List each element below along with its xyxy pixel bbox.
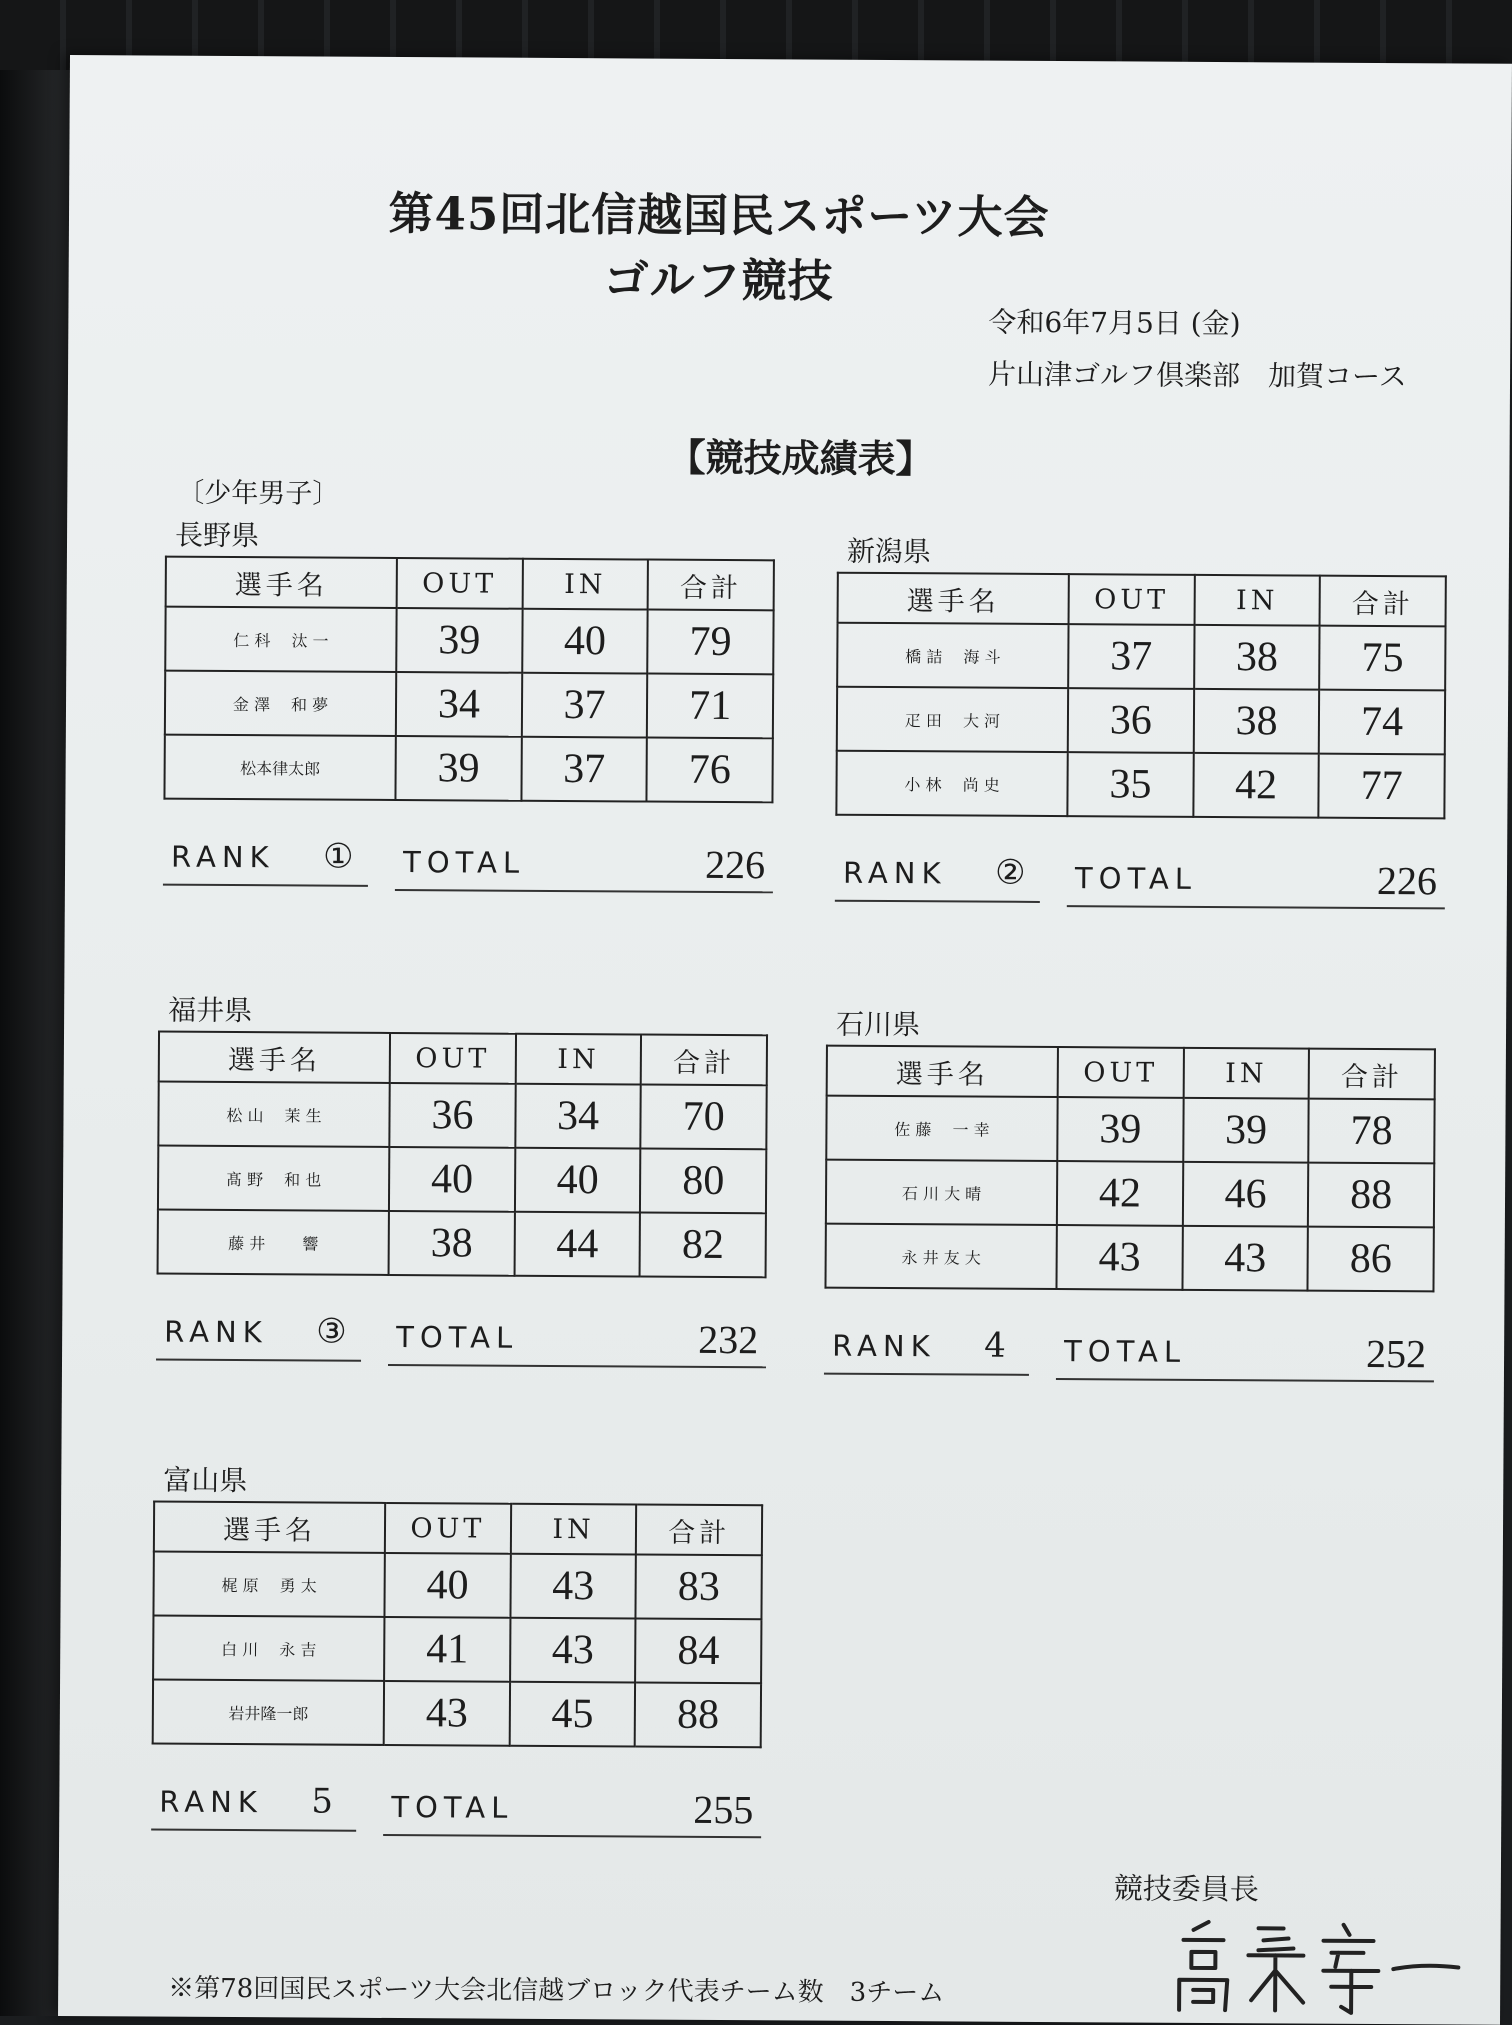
score-total: 82 bbox=[640, 1213, 766, 1278]
player-row bbox=[836, 751, 1444, 819]
score-out: 41 bbox=[384, 1617, 510, 1682]
score-table bbox=[157, 1031, 768, 1279]
rank-label: RANK bbox=[832, 1328, 936, 1364]
score-out: 39 bbox=[396, 608, 522, 673]
rank-value: 4 bbox=[984, 1325, 1006, 1366]
score-in: 37 bbox=[522, 673, 648, 738]
player-name: 梶 原 勇 太 bbox=[221, 1575, 317, 1596]
score-out: 40 bbox=[389, 1147, 515, 1212]
score-out: 43 bbox=[384, 1681, 510, 1746]
prefecture-label: 長野県 bbox=[174, 518, 260, 553]
prefecture-label: 福井県 bbox=[168, 993, 253, 1028]
header-total: 合計 bbox=[636, 1504, 762, 1555]
total-label: TOTAL bbox=[1063, 1334, 1187, 1369]
score-sheet bbox=[58, 55, 1512, 2025]
score-total: 80 bbox=[640, 1149, 766, 1214]
player-row bbox=[165, 671, 773, 739]
score-table bbox=[835, 572, 1446, 820]
total-value: 226 bbox=[1376, 857, 1438, 904]
page-title: 第45回北信越国民スポーツ大会ゴルフ競技 bbox=[388, 186, 1050, 308]
player-name: 白 川 永 吉 bbox=[221, 1639, 317, 1660]
score-table bbox=[163, 556, 774, 804]
total-label: TOTAL bbox=[396, 1320, 519, 1355]
event-venue: 片山津ゴルフ倶楽部 加賀コース bbox=[987, 357, 1407, 394]
header-total: 合計 bbox=[641, 1035, 767, 1086]
table-header bbox=[838, 573, 1446, 627]
team-block bbox=[163, 516, 775, 894]
team-block bbox=[824, 1005, 1436, 1383]
header-out: OUT bbox=[1058, 1047, 1184, 1098]
player-row bbox=[165, 607, 773, 675]
score-out: 36 bbox=[1068, 688, 1194, 753]
rank-label: RANK bbox=[171, 839, 275, 875]
score-total: 88 bbox=[635, 1682, 761, 1747]
score-table bbox=[824, 1045, 1435, 1293]
score-out: 39 bbox=[1057, 1097, 1183, 1162]
rank-value: ③ bbox=[316, 1311, 347, 1352]
player-row bbox=[153, 1680, 761, 1748]
score-out: 39 bbox=[395, 736, 521, 801]
score-out: 35 bbox=[1067, 752, 1193, 817]
player-row bbox=[158, 1210, 766, 1278]
team-block bbox=[151, 1461, 763, 1839]
chairman-signature bbox=[1163, 1910, 1464, 2022]
player-name: 藤 井 響 bbox=[228, 1233, 319, 1254]
header-name: 選手名 bbox=[166, 557, 397, 608]
total-label: TOTAL bbox=[1074, 861, 1198, 896]
rank-label: RANK bbox=[842, 855, 947, 891]
total-label: TOTAL bbox=[391, 1789, 514, 1825]
player-name: 松本律太郎 bbox=[240, 758, 321, 779]
player-name: 佐 藤 一 幸 bbox=[894, 1119, 990, 1140]
score-in: 40 bbox=[522, 609, 648, 674]
player-name: 石 川 大 晴 bbox=[901, 1183, 982, 1204]
player-row bbox=[158, 1146, 766, 1214]
rank-value: ① bbox=[322, 836, 354, 877]
score-in: 37 bbox=[521, 737, 647, 802]
score-out: 42 bbox=[1057, 1161, 1183, 1226]
sheet-subtitle: 【競技成績表】 bbox=[667, 434, 934, 482]
header-out: OUT bbox=[385, 1503, 511, 1554]
header-in: IN bbox=[1194, 575, 1320, 626]
score-out: 43 bbox=[1057, 1225, 1183, 1290]
total-value: 226 bbox=[704, 841, 766, 888]
score-in: 44 bbox=[514, 1212, 640, 1277]
player-name: 髙 野 和 也 bbox=[225, 1169, 322, 1190]
player-name: 金 澤 和 夢 bbox=[232, 694, 329, 715]
table-header bbox=[166, 557, 774, 611]
header-out: OUT bbox=[397, 558, 523, 609]
score-total: 78 bbox=[1309, 1099, 1435, 1164]
player-name: 橋 詰 海 斗 bbox=[905, 646, 1001, 667]
score-in: 45 bbox=[509, 1682, 635, 1747]
header-in: IN bbox=[516, 1034, 642, 1085]
score-total: 83 bbox=[636, 1554, 762, 1619]
header-name: 選手名 bbox=[159, 1032, 390, 1083]
score-in: 42 bbox=[1193, 753, 1319, 818]
header-in: IN bbox=[1183, 1048, 1309, 1099]
player-name: 松 山 茉 生 bbox=[226, 1105, 322, 1126]
score-total: 74 bbox=[1319, 690, 1445, 755]
score-total: 75 bbox=[1320, 626, 1446, 691]
event-date: 令和6年7月5日 (金) bbox=[988, 305, 1241, 341]
prefecture-label: 新潟県 bbox=[846, 534, 932, 569]
score-total: 88 bbox=[1308, 1163, 1434, 1228]
table-header bbox=[154, 1502, 762, 1556]
player-name: 永 井 友 大 bbox=[901, 1247, 981, 1268]
total-value: 255 bbox=[693, 1786, 754, 1833]
score-total: 77 bbox=[1319, 754, 1445, 819]
team-block bbox=[156, 991, 768, 1369]
score-table bbox=[152, 1501, 763, 1749]
score-in: 40 bbox=[515, 1148, 641, 1213]
team-block bbox=[835, 532, 1447, 910]
score-in: 46 bbox=[1183, 1162, 1309, 1227]
player-name: 疋 田 大 河 bbox=[904, 710, 1001, 731]
rank-total-line bbox=[835, 846, 1445, 910]
score-out: 38 bbox=[389, 1211, 515, 1276]
score-out: 34 bbox=[396, 672, 522, 737]
player-name: 仁 科 汰 一 bbox=[233, 630, 329, 651]
rank-label: RANK bbox=[159, 1784, 263, 1820]
header-out: OUT bbox=[1069, 574, 1195, 625]
rank-label: RANK bbox=[164, 1314, 268, 1350]
score-total: 76 bbox=[647, 738, 773, 803]
player-row bbox=[153, 1616, 761, 1684]
player-row bbox=[164, 735, 772, 803]
score-out: 40 bbox=[384, 1553, 510, 1618]
player-row bbox=[153, 1552, 761, 1620]
score-out: 36 bbox=[389, 1083, 515, 1148]
score-in: 43 bbox=[510, 1618, 636, 1683]
player-row bbox=[825, 1224, 1433, 1292]
prefecture-label: 富山県 bbox=[163, 1463, 248, 1498]
header-in: IN bbox=[511, 1504, 637, 1555]
score-total: 79 bbox=[648, 610, 774, 675]
rank-total-line bbox=[824, 1319, 1434, 1383]
header-name: 選手名 bbox=[827, 1046, 1058, 1097]
score-in: 38 bbox=[1194, 689, 1320, 754]
player-row bbox=[837, 687, 1445, 755]
header-in: IN bbox=[522, 559, 648, 610]
footnote: ※第78回国民スポーツ大会北信越ブロック代表チーム数 3チーム bbox=[168, 1973, 945, 2009]
player-row bbox=[826, 1160, 1434, 1228]
header-name: 選手名 bbox=[154, 1502, 385, 1553]
rank-total-line bbox=[151, 1775, 761, 1839]
score-total: 86 bbox=[1308, 1227, 1434, 1292]
player-row bbox=[158, 1082, 766, 1150]
category-label: 〔少年男子〕 bbox=[177, 477, 340, 510]
total-label: TOTAL bbox=[402, 845, 526, 880]
score-in: 43 bbox=[510, 1554, 636, 1619]
score-in: 34 bbox=[515, 1084, 641, 1149]
score-out: 37 bbox=[1068, 624, 1194, 689]
score-total: 84 bbox=[635, 1618, 761, 1683]
score-total: 70 bbox=[641, 1085, 767, 1150]
table-header bbox=[159, 1032, 767, 1086]
header-total: 合計 bbox=[1309, 1049, 1435, 1100]
header-name: 選手名 bbox=[838, 573, 1069, 624]
player-name: 小 林 尚 史 bbox=[904, 774, 1000, 795]
total-value: 252 bbox=[1365, 1330, 1427, 1377]
rank-total-line bbox=[163, 830, 773, 894]
score-in: 38 bbox=[1194, 625, 1320, 690]
rank-value: ② bbox=[994, 852, 1026, 893]
rank-value: 5 bbox=[311, 1781, 334, 1822]
header-out: OUT bbox=[390, 1033, 516, 1084]
prefecture-label: 石川県 bbox=[835, 1007, 921, 1042]
player-name: 岩井隆一郎 bbox=[228, 1703, 309, 1723]
score-in: 39 bbox=[1183, 1098, 1309, 1163]
score-total: 71 bbox=[647, 674, 773, 739]
total-value: 232 bbox=[698, 1316, 759, 1363]
chairman-label: 競技委員長 bbox=[1113, 1871, 1259, 1907]
header-total: 合計 bbox=[648, 560, 774, 611]
score-in: 43 bbox=[1182, 1226, 1308, 1291]
table-header bbox=[827, 1046, 1435, 1100]
player-row bbox=[826, 1096, 1434, 1164]
player-row bbox=[837, 623, 1445, 691]
rank-total-line bbox=[156, 1305, 766, 1369]
header-total: 合計 bbox=[1320, 576, 1446, 627]
